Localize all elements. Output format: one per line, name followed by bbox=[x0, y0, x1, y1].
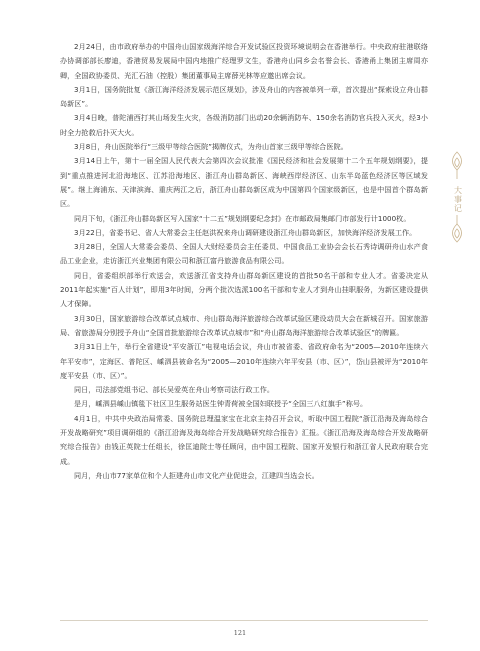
paragraph-mar30: 3月30日，国家旅游综合改革试点城市、舟山群岛海洋旅游综合改革试验区建设动员大会在新城召开。国家旅游局、省旅游局分别授予舟山“全国首批旅游综合改革试点城市”和“舟山群岛海洋旅游综合改革试验区”的牌匾。 bbox=[60, 313, 428, 337]
section-side-label bbox=[451, 186, 465, 217]
paragraph-feb24: 2月24日，由市政府举办的中国舟山国家级海洋综合开发试验区投资环境说明会在香港举行。中央政府驻港联络办协调部部长廖迪，香港贸易发展局中国内地推广经理罗文生，香港舟山同乡会名誉会长、香港甬上集团主席周亦卿，全国政协委员、光汇石油（控股）集团董事局主席薛光林等应邀出席会议。 bbox=[60, 42, 428, 80]
paragraph-mar8: 3月8日，舟山医院举行“三级甲等综合医院”揭牌仪式，为舟山首家三级甲等综合医院。 bbox=[74, 142, 348, 152]
chronicle-body bbox=[60, 40, 428, 483]
ornament-top-icon bbox=[443, 150, 471, 180]
paragraph-apr-month: 同月，舟山市77家单位和个人拒建舟山市文化产业促进会，江建四当选会长。 bbox=[74, 470, 319, 480]
paragraph-mar-late: 同月下旬，《浙江舟山群岛新区写入国家“十二五”规划纲要纪念封》在市邮政局集邮门市部发行计1000枚。 bbox=[74, 213, 411, 223]
paragraph-mar14: 3月14日上午，第十一届全国人民代表大会第四次会议批准《国民经济和社会发展第十二个五年规划纲要》，提到“重点推进河北沿海地区、江苏沿海地区、浙江舟山群岛新区、海峡西岸经济区、山东半岛蓝色经济区等区域发展”。继上海浦东、天津滨海、重庆两江之后，浙江舟山群岛新区成为中国第四个国家级新区，也是中国首个群岛新区。 bbox=[60, 156, 428, 209]
paragraph-mar31-same-day: 同日，司法部党组书记、部长吴爱英在舟山考察司法行政工作。 bbox=[74, 385, 275, 395]
paragraph-mar28: 3月28日，全国人大常委会委员、全国人大财经委员会主任委员、中国食品工业协会会长石秀诗调研舟山水产食品工业企业，走访浙江兴业集团有限公司和浙江富丹旅游食品有限公司。 bbox=[60, 242, 428, 266]
paragraph-mar1: 3月1日，国务院批复《浙江海洋经济发展示范区规划》，涉及舟山的内容被单列一章，首次提出“探索设立舟山群岛新区”。 bbox=[60, 84, 428, 109]
footer-rule bbox=[60, 620, 428, 621]
ornament-bottom-icon bbox=[443, 214, 471, 244]
paragraph-mar31: 3月31日上午，举行全省建设“平安浙江”电视电话会议，舟山市被省委、省政府命名为“2005—2010年连续六年平安市”，定海区、普陀区、嵊泗县被命名为“2005—2010年连续六年平安县（市、区）”，岱山县被评为“2010年度平安县（市、区）”。 bbox=[60, 342, 428, 380]
paragraph-mar22: 3月22日，省委书记、省人大常委会主任赵洪祝来舟山调研建设浙江舟山群岛新区，加快海洋经济发展工作。 bbox=[74, 227, 417, 237]
page-number: 121 bbox=[233, 629, 247, 637]
paragraph-march-month: 是月，嵊泗县嵊山镇毯下社区卫生服务站医生钟青荷被全国妇联授予“全国三八红旗手”称号。 bbox=[74, 399, 368, 409]
paragraph-mar4: 3月4日晚，普陀浦西打其山场发生火灾，各级消防部门出动20余辆消防车、150余名消防官兵投入灭火，经3小时全力抢救后扑灭大火。 bbox=[60, 113, 428, 137]
section-title: 大事记 bbox=[453, 186, 463, 213]
paragraph-apr1: 4月1日，中共中央政治局常委、国务院总理温家宝在北京主持召开会议，听取中国工程院“浙江沿海及海岛综合开发战略研究”项目调研组的《浙江沿海及海岛综合开发战略研究综合报告》汇报。《浙江沿海及海岛综合开发战略研究综合报告》由钱正英院士任组长，徐匡迪院士等任顾问，由中国工程院、国家开发银行和浙江省人民政府联合完成。 bbox=[60, 413, 428, 466]
paragraph-mar28-same-day: 同日，省委组织部举行欢送会，欢送浙江省支持舟山群岛新区建设的首批50名干部和专业人才。省委决定从2011年起实施“百人计划”，即用3年时间，分两个批次选派100名干部和专业人才到舟山挂职服务，为新区建设提供人才保障。 bbox=[60, 270, 428, 309]
